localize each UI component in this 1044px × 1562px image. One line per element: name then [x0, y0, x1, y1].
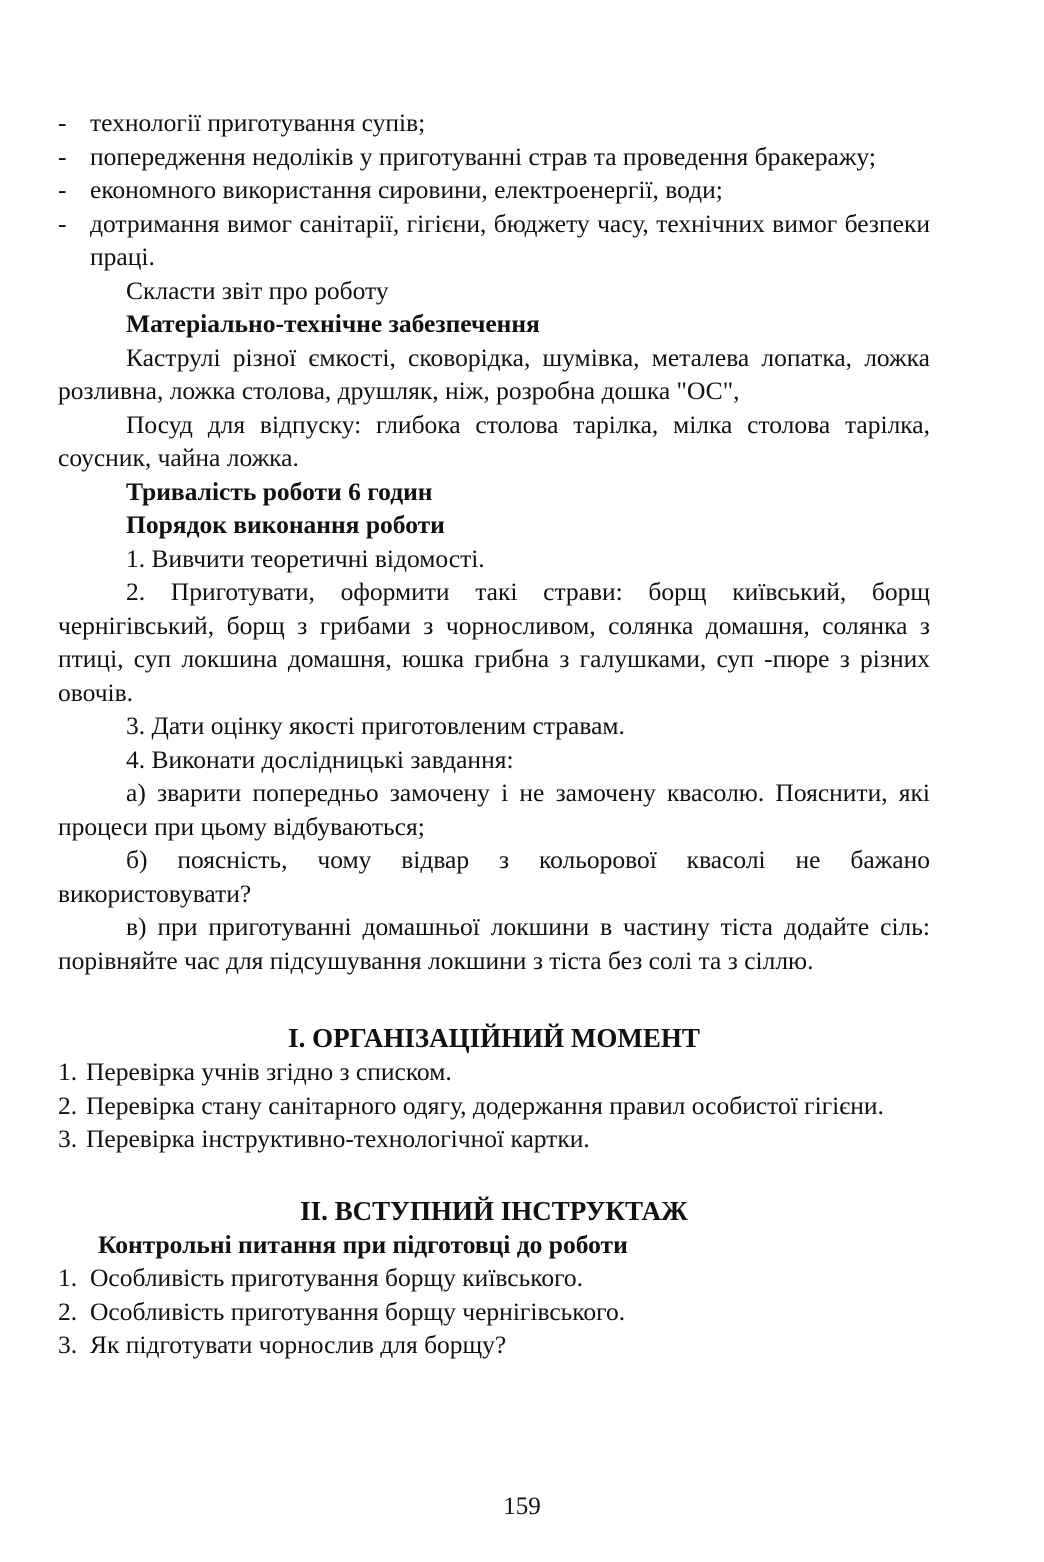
- item-number: 2.: [58, 1090, 78, 1120]
- list-item-text: Перевірка інструктивно-технологічної картки.: [86, 1124, 590, 1153]
- intro-list: [58, 106, 930, 274]
- list-item-text: Як підготувати чорнослив для борщу?: [90, 1330, 507, 1359]
- list-item: [58, 1122, 930, 1156]
- list-item: [58, 1055, 930, 1089]
- section-1-list: [58, 1055, 930, 1156]
- dash-marker: -: [58, 108, 67, 137]
- item-number: 1.: [58, 1057, 78, 1086]
- dash-marker: -: [58, 175, 67, 204]
- list-item: [58, 106, 930, 140]
- item-number: 2.: [58, 1296, 78, 1326]
- list-item: [58, 140, 930, 174]
- section-2-list: [58, 1261, 930, 1362]
- section-2-title: ІІ. ВСТУПНИЙ ІНСТРУКТАЖ: [300, 1195, 688, 1226]
- list-item-text: економного використання сировини, електроенергії, води;: [90, 175, 723, 204]
- dash-marker: -: [58, 208, 67, 238]
- list-item-text: дотримання вимог санітарії, гігієни, бюджету часу, технічних вимог безпеки праці.: [90, 208, 930, 271]
- item-number: 3.: [58, 1330, 78, 1359]
- item-number: 1.: [58, 1263, 78, 1292]
- page-number: 159: [503, 1493, 541, 1520]
- list-item: [58, 1261, 930, 1295]
- list-item: [58, 1328, 930, 1362]
- list-item: [58, 1089, 930, 1123]
- dash-marker: -: [58, 141, 67, 171]
- serving-paragraph: Посуд для відпуску: глибока столова тарілка, мілка столова тарілка, соусник, чайна ложка.: [58, 409, 930, 472]
- list-item-text: попередження недоліків у приготуванні страв та проведення бракеражу;: [90, 141, 876, 171]
- section-1-title: І. ОРГАНІЗАЦІЙНИЙ МОМЕНТ: [288, 1023, 700, 1053]
- duration-heading: Тривалість роботи 6 годин: [126, 476, 433, 506]
- order-heading: Порядок виконання роботи: [126, 510, 445, 539]
- list-item-text: технології приготування супів;: [90, 108, 426, 137]
- list-item: [58, 173, 930, 207]
- list-item-text: Перевірка учнів згідно з списком.: [86, 1057, 452, 1086]
- step-item: 1. Вивчити теоретичні відомості.: [126, 543, 485, 573]
- materials-heading: Матеріально-технічне забезпечення: [126, 309, 540, 338]
- list-item-text: Перевірка стану санітарного одягу, додержання правил особистої гігієни.: [86, 1090, 884, 1120]
- task-item: б) поясність, чому відвар з кольорової квасолі не бажано використовувати?: [58, 845, 930, 908]
- materials-paragraph: Каструлі різної ємкості, сковорідка, шумівка, металева лопатка, ложка розливна, ложка столова, друшляк, ніж, розробна дошка "ОС",: [58, 342, 930, 405]
- task-item: в) при приготуванні домашньої локшини в частину тіста додайте сіль: порівняйте час для підсушування локшини з тіста без солі та з сіллю.: [58, 912, 930, 975]
- step-item: 4. Виконати дослідницькі завдання:: [126, 744, 514, 774]
- step-item: 3. Дати оцінку якості приготовленим стравам.: [126, 711, 625, 740]
- page-content: [58, 106, 930, 1362]
- list-item-text: Особливість приготування борщу чернігівського.: [90, 1296, 626, 1326]
- report-instruction: Скласти звіт про роботу: [126, 275, 389, 305]
- step-item: 2. Приготувати, оформити такі страви: борщ київський, борщ чернігівський, борщ з грибами з чорносливом, солянка домашня, солянка з птиці, суп локшина домашня, юшка грибна з галушками, суп -пюре з різних овочів.: [58, 577, 930, 707]
- list-item: [58, 207, 930, 274]
- list-item: [58, 1295, 930, 1329]
- item-number: 3.: [58, 1124, 78, 1153]
- task-item: а) зварити попередньо замочену і не замочену квасолю. Пояснити, які процеси при цьому відбуваються;: [58, 778, 930, 841]
- list-item-text: Особливість приготування борщу київського.: [90, 1263, 584, 1292]
- steps-list: [58, 542, 930, 777]
- section-2-subtitle: Контрольні питання при підготовці до роботи: [98, 1229, 628, 1259]
- tasks-list: [58, 776, 930, 977]
